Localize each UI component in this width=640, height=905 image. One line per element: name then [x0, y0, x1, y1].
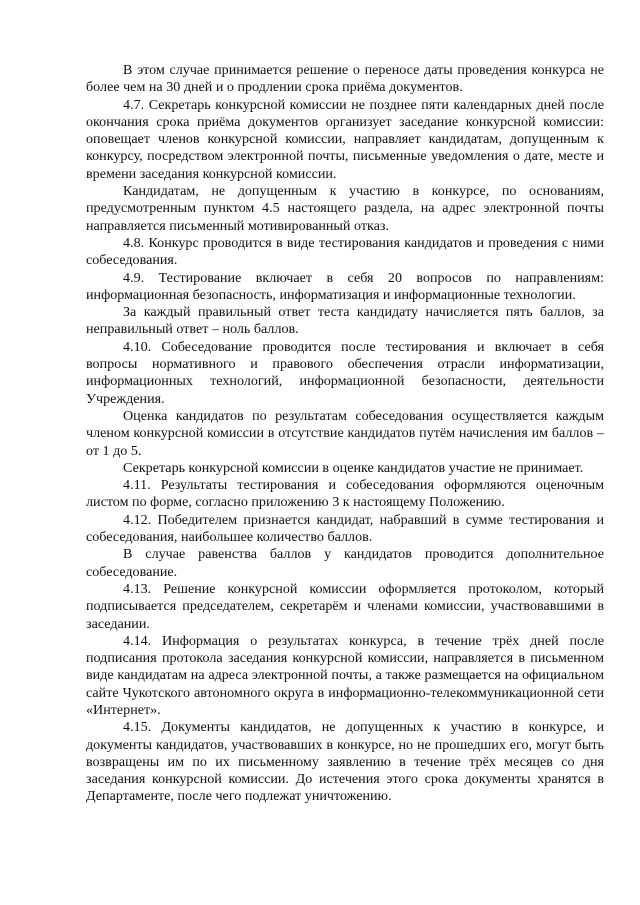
paragraph-4-13: 4.13. Решение конкурсной комиссии оформляется протоколом, который подписывается председателем, секретарём и членами комиссии, участвовавшими в заседании. — [86, 580, 604, 632]
paragraph-4-8: 4.8. Конкурс проводится в виде тестирования кандидатов и проведения с ними собеседования. — [86, 234, 604, 269]
paragraph-4-10: 4.10. Собеседование проводится после тестирования и включает в себя вопросы нормативного и правового обеспечения отрасли информатизации, информационных технологий, информационной безопасности, деятельности Учреждения. — [86, 338, 604, 407]
paragraph-4-15: 4.15. Документы кандидатов, не допущенных к участию в конкурсе, и документы кандидатов, участвовавших в конкурсе, но не прошедших его, могут быть возвращены им по их письменному заявлению в течение трёх месяцев со дня заседания конкурсной комиссии. До истечения этого срока документы хранятся в Департаменте, после чего подлежат уничтожению. — [86, 719, 604, 805]
paragraph-postponement: В этом случае принимается решение о переносе даты проведения конкурса не более чем на 30 дней и о продлении срока приёма документов. — [86, 62, 604, 96]
paragraph-evaluation: Оценка кандидатов по результатам собеседования осуществляется каждым членом конкурсной комиссии в отсутствие кандидатов путём начисления им баллов – от 1 до 5. — [86, 407, 604, 459]
paragraph-4-11: 4.11. Результаты тестирования и собеседования оформляются оценочным листом по форме, согласно приложению 3 к настоящему Положению. — [86, 477, 604, 511]
paragraph-4-14: 4.14. Информация о результатах конкурса, в течение трёх дней после подписания протокола заседания конкурсной комиссии, направляется в письменном виде кандидатам на адреса электронной почты, а также размещается на официальном сайте Чукотского автономного округа в информационно-телекоммуникационной сети «Интернет». — [86, 632, 604, 718]
paragraph-tie: В случае равенства баллов у кандидатов проводится дополнительное собеседование. — [86, 546, 604, 580]
paragraph-secretary: Секретарь конкурсной комиссии в оценке кандидатов участие не принимает. — [123, 459, 584, 476]
paragraph-4-9: 4.9. Тестирование включает в себя 20 вопросов по направлениям: информационная безопасность, информатизация и информационные технологии. — [86, 269, 604, 303]
paragraph-4-7: 4.7. Секретарь конкурсной комиссии не позднее пяти календарных дней после окончания срока приёма документов организует заседание конкурсной комиссии: оповещает членов конкурсной комиссии, направляет кандидатам, допущенным к конкурсу, посредством электронной почты, письменные уведомления о дате, месте и времени заседания конкурсной комиссии. — [86, 96, 604, 182]
paragraph-scoring: За каждый правильный ответ теста кандидату начисляется пять баллов, за неправильный ответ – ноль баллов. — [86, 304, 604, 338]
paragraph-4-12: 4.12. Победителем признается кандидат, набравший в сумме тестирования и собеседования, наибольшее количество баллов. — [86, 511, 604, 546]
paragraph-refusal: Кандидатам, не допущенным к участию в конкурсе, по основаниям, предусмотренным пунктом 4.5 настоящего раздела, на адрес электронной почты направляется письменный мотивированный отказ. — [86, 183, 604, 234]
